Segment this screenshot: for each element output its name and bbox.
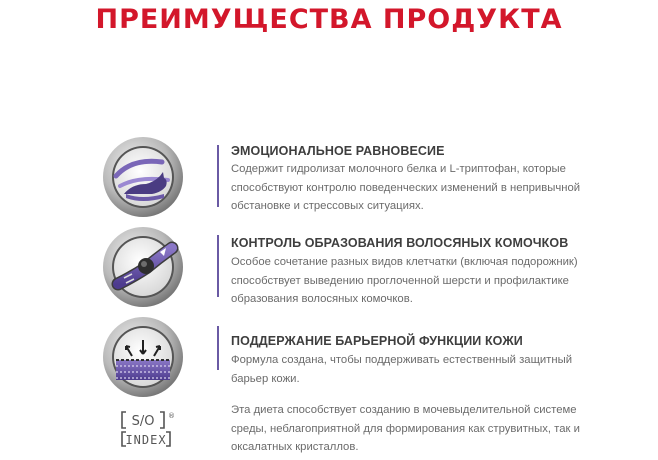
feature-description: Особое сочетание разных видов клетчатки (включая подорожник) способствует выведению проглоченной шерсти и профилактике образования волосяных комочков. [231, 256, 578, 305]
so-index-description: Эта диета способствует созданию в мочевыделительной системе среды, неблагоприятной для формирования как струвитных, так и оксалатных кристаллов. [231, 404, 580, 453]
page-title: ПРЕИМУЩЕСТВА ПРОДУКТА [95, 4, 563, 35]
feature-title: ЭМОЦИОНАЛЬНОЕ РАВНОВЕСИЕ [231, 144, 445, 158]
feature-description: Формула создана, чтобы поддерживать естественный защитный барьер кожи. [231, 354, 573, 385]
hairball-icon [102, 226, 184, 308]
feature-divider [217, 235, 219, 297]
feature-description: Содержит гидролизат молочного белка и L-триптофан, которые способствуют контролю поведенческих изменений в непривычной обстановке и стрессовых ситуациях. [231, 163, 581, 212]
so-index-logo [120, 410, 175, 448]
feature-divider [217, 145, 219, 207]
so-logo-text: S/O [131, 414, 155, 429]
registered-mark: ® [168, 412, 175, 420]
cat-relaxing-icon [102, 136, 184, 218]
feature-title: ПОДДЕРЖАНИЕ БАРЬЕРНОЙ ФУНКЦИИ КОЖИ [231, 334, 523, 348]
feature-divider [217, 326, 219, 370]
skin-barrier-icon [102, 316, 184, 398]
feature-title: КОНТРОЛЬ ОБРАЗОВАНИЯ ВОЛОСЯНЫХ КОМОЧКОВ [231, 236, 569, 250]
so-logo-index-text: INDEX [125, 433, 167, 447]
